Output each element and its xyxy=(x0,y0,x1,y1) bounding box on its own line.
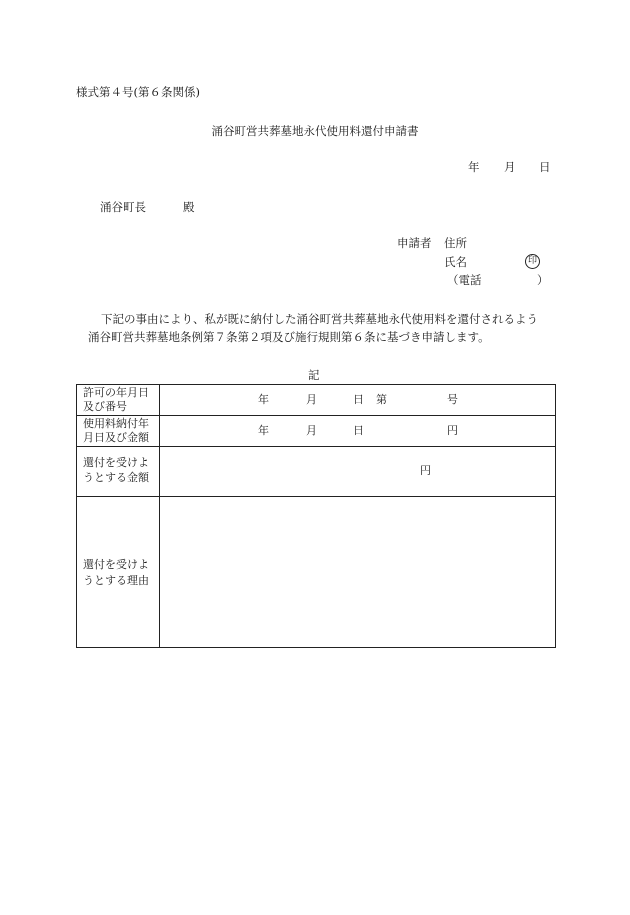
row4-label-line2: うとする理由 xyxy=(83,574,149,587)
date-day: 日 xyxy=(539,160,551,174)
row1-label-line2: 及び番号 xyxy=(83,400,127,413)
address-label: 住所 xyxy=(444,236,467,250)
row4-label-line1: 還付を受けよ xyxy=(83,558,149,571)
body-text-line1: 下記の事由により、私が既に納付した涌谷町営共葬墓地永代使用料を還付されるよう xyxy=(101,312,538,326)
phone-close: ） xyxy=(537,273,549,287)
phone-open: （電話 xyxy=(447,273,482,287)
row2-year: 年 xyxy=(258,424,269,437)
row2-label-line1: 使用料納付年 xyxy=(83,417,149,430)
addressee-honorific: 殿 xyxy=(183,200,195,214)
row3-label-line1: 還付を受けよ xyxy=(83,456,149,469)
row3-yen: 円 xyxy=(420,464,431,477)
applicant-label: 申請者 xyxy=(397,236,432,250)
row1-go: 号 xyxy=(447,393,458,406)
seal-mark: 印 xyxy=(525,254,540,269)
name-label: 氏名 xyxy=(444,255,467,269)
row1-year: 年 xyxy=(258,393,269,406)
row1-day: 日 xyxy=(353,393,364,406)
row1-month: 月 xyxy=(306,393,317,406)
date-month: 月 xyxy=(504,160,516,174)
row2-month: 月 xyxy=(306,424,317,437)
form-title: 涌谷町営共葬墓地永代使用料還付申請書 xyxy=(211,124,419,138)
application-table xyxy=(76,384,556,648)
body-text-line2: 涌谷町営共葬墓地条例第７条第２項及び施行規則第６条に基づき申請します。 xyxy=(88,330,490,344)
table-row-divider xyxy=(77,446,555,447)
addressee-name: 涌谷町長 xyxy=(100,200,146,214)
date-year: 年 xyxy=(468,160,480,174)
row2-yen: 円 xyxy=(447,424,458,437)
row2-label-line2: 月日及び金額 xyxy=(83,431,149,444)
row1-label-line1: 許可の年月日 xyxy=(83,386,149,399)
table-row-divider xyxy=(77,496,555,497)
record-heading: 記 xyxy=(308,368,320,382)
row1-dai: 第 xyxy=(376,393,387,406)
row3-label-line2: うとする金額 xyxy=(83,471,149,484)
row2-day: 日 xyxy=(353,424,364,437)
table-row-divider xyxy=(77,415,555,416)
table-column-divider xyxy=(159,385,160,647)
form-number: 様式第４号(第６条関係) xyxy=(76,85,200,99)
